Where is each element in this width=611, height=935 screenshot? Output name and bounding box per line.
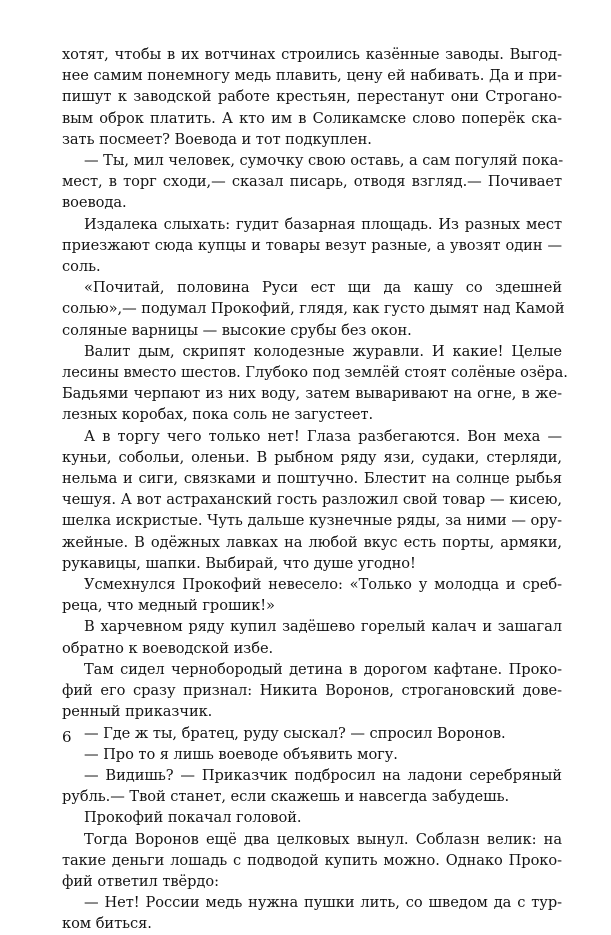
text-line: — Про то я лишь воеводе объявить могу. [84, 745, 398, 763]
text-line: солью»,— подумал Прокофий, глядя, как густо дымят над Камой [62, 300, 565, 318]
paragraph [62, 214, 562, 278]
paragraph [62, 574, 562, 616]
text-line: обратно к воеводской избе. [62, 639, 274, 657]
text-line: приезжают сюда купцы и товары везут разные, а увозят один — [62, 236, 562, 254]
paragraph [62, 659, 562, 723]
text-line: Бадьями черпают из них воду, затем вываривают на огне, в же- [62, 385, 562, 403]
paragraph [62, 807, 562, 828]
text-line: рубль.— Твой станет, если скажешь и навсегда забудешь. [62, 788, 510, 806]
paragraph [62, 341, 568, 426]
text-line: «Почитай, половина Руси ест щи да кашу со здешней [84, 279, 562, 297]
page-body [62, 44, 568, 935]
paragraph [62, 277, 565, 341]
paragraph [62, 44, 562, 150]
page-number: 6 [62, 728, 72, 746]
text-line: такие деньги лошадь с подводой купить можно. Однако Проко- [62, 851, 562, 869]
paragraph [62, 744, 562, 765]
text-line: лесины вместо шестов. Глубоко под землёй стоят солёные озёра. [62, 364, 568, 382]
text-line: жейные. В одёжных лавках на любой вкус есть порты, армяки, [62, 533, 562, 551]
text-line: фий его сразу признал: Никита Воронов, строгановский дове- [62, 682, 562, 700]
text-line: Усмехнулся Прокофий невесело: «Только у молодца и среб- [84, 576, 562, 594]
text-line: шелка искристые. Чуть дальше кузнечные ряды, за ними — ору- [62, 512, 562, 530]
text-line: мест, в торг сходи,— сказал писарь, отводя взгляд.— Почивает [62, 173, 562, 191]
text-line: реца, что медный грошик!» [62, 597, 275, 615]
text-line: — Где ж ты, братец, руду сыскал? — спросил Воронов. [84, 724, 506, 742]
paragraph [62, 150, 562, 214]
text-line: зать посмеет? Воевода и тот подкуплен. [62, 130, 372, 148]
text-line: В харчевном ряду купил задёшево горелый калач и зашагал [84, 618, 562, 636]
text-line: Валит дым, скрипят колодезные журавли. И какие! Целые [84, 342, 562, 360]
text-line: вым оброк платить. А кто им в Соликамске слово поперёк ска- [62, 109, 562, 127]
text-line: чешуя. А вот астраханский гость разложил свой товар — кисею, [62, 491, 562, 509]
text-line: ренный приказчик. [62, 703, 213, 721]
text-line: фий ответил твёрдо: [62, 872, 219, 890]
paragraph [62, 616, 562, 658]
text-line: воевода. [62, 194, 127, 212]
text-line: нельма и сиги, связками и поштучно. Блестит на солнце рыбья [62, 470, 562, 488]
paragraph [62, 723, 562, 744]
text-line: лезных коробах, пока соль не загустеет. [62, 406, 374, 424]
text-line: нее самим понемногу медь плавить, цену ей набивать. Да и при- [62, 67, 562, 85]
text-line: рукавицы, шапки. Выбирай, что душе угодно! [62, 554, 416, 572]
text-line: — Ты, мил человек, сумочку свою оставь, а сам погуляй пока- [84, 152, 564, 170]
text-line: Там сидел чернобородый детина в дорогом кафтане. Проко- [84, 660, 562, 678]
paragraph [62, 829, 562, 893]
text-line: хотят, чтобы в их вотчинах строились казённые заводы. Выгод- [62, 46, 562, 63]
paragraph [62, 892, 562, 934]
text-line: А в торгу чего только нет! Глаза разбегаются. Вон меха — [84, 427, 562, 445]
text-line: куньи, собольи, оленьи. В рыбном ряду язи, судаки, стерляди, [62, 448, 562, 466]
text-line: — Видишь? — Приказчик подбросил на ладони серебряный [84, 766, 562, 784]
text-line: ком биться. [62, 915, 152, 933]
text-line: Тогда Воронов ещё два целковых вынул. Соблазн велик: на [84, 830, 562, 848]
text-line: Издалека слыхать: гудит базарная площадь. Из разных мест [84, 215, 562, 233]
text-line: соляные варницы — высокие срубы без окон. [62, 321, 412, 339]
paragraph [62, 426, 562, 574]
text-line: — Нет! России медь нужна пушки лить, со шведом да с тур- [84, 894, 562, 912]
paragraph [62, 765, 562, 807]
text-line: пишут к заводской работе крестьян, перестанут они Строгано- [62, 88, 562, 106]
text-line: Прокофий покачал головой. [84, 809, 302, 827]
text-line: соль. [62, 258, 101, 276]
